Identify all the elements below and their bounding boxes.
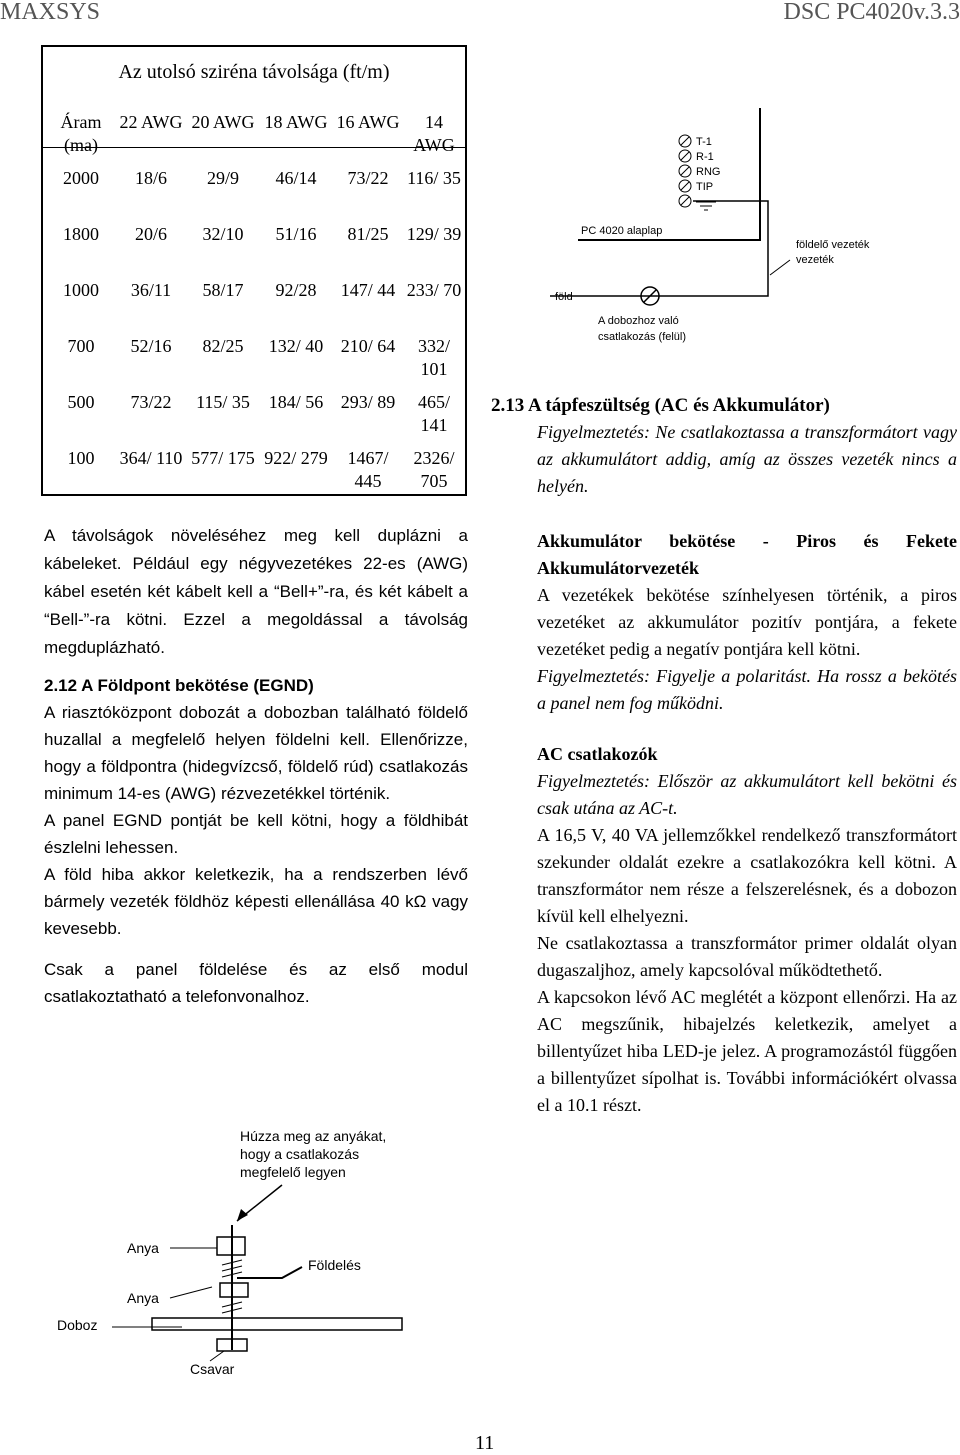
section-2-13 [491, 392, 957, 500]
table-header-cell: 22 AWG [119, 112, 183, 132]
table-cell: 46/14 [275, 168, 317, 188]
box-label: Doboz [57, 1317, 98, 1333]
warning-2 [537, 663, 957, 717]
table-cell: 577/ 175 [191, 448, 255, 468]
heading-2-13: 2.13 A tápfeszültség (AC és Akkumulátor) [491, 395, 830, 416]
earth-label: föld [555, 291, 573, 303]
table-header-cell: 16 AWG [336, 112, 400, 132]
bolt-assembly [217, 1225, 248, 1351]
table-grid [47, 111, 465, 503]
nut-label-2: Anya [127, 1290, 159, 1306]
table-cell: 465/ 141 [417, 392, 450, 435]
ground-wire-label-2: vezeték [796, 254, 834, 266]
terminal-tip: TIP [696, 181, 714, 193]
header-right: DSC PC4020v.3.3 [783, 0, 960, 25]
warning-1 [491, 419, 957, 500]
terminal-block [679, 135, 720, 210]
table-cell: 32/10 [202, 224, 244, 244]
table-row [47, 447, 465, 503]
table-row [47, 391, 465, 447]
paragraph-double-cables: A távolságok növeléséhez meg kell duplázni a kábeleket. Például egy négyvezetékes 22-es (AWG) kábel esetén két kábelt kell a “Bell+”-ra, és két kábelt a “Bell-”-ra kötni. Ezzel a megoldással a távolság megduplázható. [44, 526, 468, 657]
heading-battery: Akkumulátor bekötése - Piros és Fekete Akkumulátorvezeték [537, 531, 957, 578]
table-header-cell: 20 AWG [191, 112, 255, 132]
note-line-2: hogy a csatlakozás [240, 1146, 360, 1162]
table-header-cell: Áram (ma) [60, 112, 102, 155]
paragraph-ground-fault: A föld hiba akkor keletkezik, ha a rendszerben lévő bármely vezeték földhöz képesti ellenállása 40 kΩ vagy kevesebb. [44, 865, 468, 938]
table-cell: 36/11 [130, 280, 172, 300]
paragraph-grounding: A riasztóközpont dobozát a dobozban található földelő huzallal a megfelelő helyen földelni kell. Ellenőrizze, hogy a földpontra (hidegvízcső, földelő rúd) csatlakozás minimum 14-es (AWG) rézvezetékkel történik. [44, 703, 468, 803]
paragraph-ac-3: A kapcsokon lévő AC meglétét a központ ellenőrzi. Ha az AC megszűnik, hibajelzés keletkezik, amelyet a billentyűzet hiba LED-je jelez. A programozástól függően a billentyűzet sípolhat is. További információkért olvassa el a 10.1 részt. [537, 987, 957, 1115]
warning-1-text: Ne csatlakoztassa a transzformátort vagy az akkumulátort addig, amíg az összes vezeték nincs a helyén. [537, 422, 957, 496]
table-cell: 700 [67, 336, 95, 356]
table-header-cell: 18 AWG [264, 112, 328, 132]
warning-2-text: Figyelje a polaritást. Ha rossz a bekötés a panel nem fog működni. [537, 666, 957, 713]
table-cell: 1800 [63, 224, 99, 244]
table-cell: 116/ 35 [407, 168, 461, 188]
table-cell: 210/ 64 [340, 336, 396, 356]
table-cell: 58/17 [202, 280, 244, 300]
table-cell: 332/ 101 [417, 336, 450, 379]
table-cell: 18/6 [134, 168, 167, 188]
grounding-diagram-bottom [52, 1125, 412, 1380]
screw-label: Csavar [190, 1361, 235, 1377]
table-cell: 51/16 [275, 224, 317, 244]
warning-1-label: Figyelmeztetés: [537, 422, 650, 442]
table-cell: 500 [67, 392, 95, 412]
box-plate [152, 1318, 402, 1330]
table-cell: 129/ 39 [406, 224, 462, 244]
table-cell: 81/25 [347, 224, 389, 244]
box-conn-label-1: A dobozhoz való [598, 315, 679, 327]
heading-2-12: 2.12 A Földpont bekötése (EGND) [44, 676, 314, 695]
board-label: PC 4020 alaplap [581, 225, 663, 237]
table-cell: 2326/ 705 [413, 448, 455, 491]
terminal-rng: RNG [696, 166, 721, 178]
table-title: Az utolsó sziréna távolsága (ft/m) [118, 61, 390, 83]
table-cell: 2000 [63, 168, 99, 188]
table-cell: 82/25 [202, 336, 244, 356]
header-left: MAXSYS [0, 0, 101, 25]
table-cell: 73/22 [347, 168, 389, 188]
terminal-r1: R-1 [696, 151, 714, 163]
note-line-1: Húzza meg az anyákat, [240, 1128, 387, 1144]
table-header-cell: 14 AWG [413, 112, 455, 155]
wiring-diagram-top [550, 100, 870, 360]
right-column [537, 528, 957, 1119]
table-cell: 922/ 279 [264, 448, 328, 468]
table-cell: 29/9 [206, 168, 239, 188]
table-row [47, 279, 465, 335]
ground-label: Földelés [308, 1257, 361, 1273]
paragraph-ac-1: A 16,5 V, 40 VA jellemzőkkel rendelkező transzformátort szekunder oldalát ezekre a csatlakozókra kell kötni. A transzformátor nem része a felszerelésnek, és a dobozon kívül kell elhelyezni. [537, 825, 957, 926]
table-row [47, 335, 465, 391]
warning-3-label: Figyelmeztetés: [537, 771, 650, 791]
paragraph-ac-2: Ne csatlakoztassa a transzformátor primer oldalát olyan dugaszaljhoz, amely kapcsolóval működtethető. [537, 933, 957, 980]
heading-ac: AC csatlakozók [537, 744, 658, 764]
table-row [47, 223, 465, 279]
paragraph-battery: A vezetékek bekötése színhelyesen történik, a piros vezetéket az akkumulátor pozitív pontjára, a fekete vezetéket pedig a negatív pontjára kell kötni. [537, 585, 957, 659]
table-cell: 52/16 [130, 336, 172, 356]
page-number: 11 [475, 1432, 495, 1454]
terminal-t1: T-1 [696, 136, 712, 148]
table-cell: 100 [67, 448, 95, 468]
ground-wire-label: földelő vezeték [796, 239, 870, 251]
table-cell: 92/28 [275, 280, 317, 300]
nut-label-1: Anya [127, 1240, 159, 1256]
warning-2-label: Figyelmeztetés: [537, 666, 650, 686]
table-cell: 293/ 89 [340, 392, 396, 412]
paragraph-phone-line: Csak a panel földelése és az első modul csatlakoztatható a telefonvonalhoz. [44, 960, 468, 1006]
table-cell: 115/ 35 [196, 392, 250, 412]
warning-3 [537, 768, 957, 822]
paragraph-egnd: A panel EGND pontját be kell kötni, hogy a földhibát észlelni lehessen. [44, 811, 468, 857]
table-cell: 20/6 [134, 224, 167, 244]
table-row [47, 167, 465, 223]
note-line-3: megfelelő legyen [240, 1164, 346, 1180]
distance-table [41, 45, 467, 496]
table-cell: 233/ 70 [406, 280, 462, 300]
table-cell: 147/ 44 [340, 280, 396, 300]
table-cell: 73/22 [130, 392, 172, 412]
table-header-row [47, 111, 465, 167]
table-cell: 184/ 56 [268, 392, 324, 412]
table-cell: 132/ 40 [268, 336, 324, 356]
table-cell: 1467/ 445 [347, 448, 389, 491]
box-conn-label-2: csatlakozás (felül) [598, 331, 687, 343]
table-cell: 1000 [63, 280, 99, 300]
table-cell: 364/ 110 [119, 448, 183, 468]
warning-3-text: Először az akkumulátort kell bekötni és csak utána az AC-t. [537, 771, 957, 818]
arrow-icon [237, 1209, 248, 1221]
left-column [44, 522, 468, 1010]
